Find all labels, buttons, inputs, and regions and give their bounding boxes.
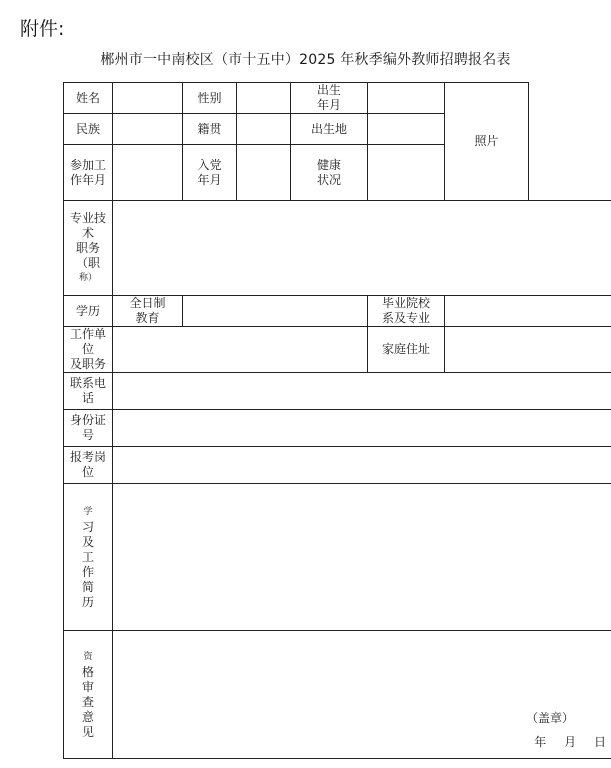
home-address-label: 家庭住址 bbox=[368, 327, 445, 373]
review-char: 格 bbox=[81, 664, 94, 679]
resume-char: 工 bbox=[81, 549, 94, 564]
native-place-label: 籍贯 bbox=[183, 114, 237, 145]
id-card-field[interactable] bbox=[113, 410, 611, 447]
fulltime-education-line2: 教育 bbox=[135, 311, 160, 325]
health-label bbox=[291, 145, 368, 201]
photo-label: 照片 bbox=[474, 134, 499, 148]
id-card-label-line2: 号 bbox=[81, 428, 94, 442]
birth-date-label-line1: 出生 bbox=[316, 83, 341, 97]
resume-field[interactable] bbox=[113, 484, 611, 631]
seal-label: （盖章） bbox=[525, 711, 574, 725]
work-unit-field[interactable] bbox=[113, 327, 368, 373]
work-start-label-line2: 作年月 bbox=[69, 172, 106, 187]
party-join-field[interactable] bbox=[237, 145, 291, 201]
review-label bbox=[64, 631, 113, 759]
work-start-label-line1: 参加工 bbox=[69, 157, 106, 172]
health-field[interactable] bbox=[368, 145, 445, 201]
party-join-label bbox=[183, 145, 237, 201]
resume-char: 习 bbox=[81, 519, 94, 534]
graduate-school-line1: 毕业院校 bbox=[381, 296, 430, 310]
education-label: 学历 bbox=[64, 296, 113, 327]
birth-date-field[interactable] bbox=[368, 83, 445, 114]
birthplace-label: 出生地 bbox=[291, 114, 368, 145]
phone-label bbox=[64, 373, 113, 410]
name-field[interactable] bbox=[113, 83, 183, 114]
form-title: 郴州市一中南校区（市十五中）2025 年秋季编外教师招聘报名表 bbox=[100, 52, 511, 68]
health-label-line2: 状况 bbox=[316, 172, 341, 187]
professional-title-line3: 职务 bbox=[75, 240, 100, 255]
gender-field[interactable] bbox=[237, 83, 291, 114]
review-char: 意 bbox=[81, 709, 94, 724]
home-address-field[interactable] bbox=[445, 327, 611, 373]
gender-label: 性别 bbox=[183, 83, 237, 114]
resume-label bbox=[64, 484, 113, 631]
resume-char: 学 bbox=[83, 506, 93, 517]
name-label: 姓名 bbox=[64, 83, 113, 114]
id-card-label-line1: 身份证 bbox=[69, 413, 106, 427]
native-place-field[interactable] bbox=[237, 114, 291, 145]
professional-title-line2: 术 bbox=[81, 225, 94, 240]
position-field[interactable] bbox=[113, 447, 611, 484]
date-year-label: 年 bbox=[534, 735, 549, 749]
professional-title-label bbox=[64, 201, 113, 296]
work-start-label bbox=[64, 145, 113, 201]
phone-label-line2: 话 bbox=[81, 391, 94, 405]
professional-title-line4: （职 bbox=[75, 255, 100, 270]
work-unit-line2: 位 bbox=[81, 342, 94, 356]
position-label-line1: 报考岗 bbox=[69, 450, 106, 464]
graduate-school-field[interactable] bbox=[445, 296, 611, 327]
graduate-school-label bbox=[368, 296, 445, 327]
fulltime-education-field[interactable] bbox=[183, 296, 368, 327]
party-join-label-line1: 入党 bbox=[197, 157, 222, 172]
phone-label-line1: 联系电 bbox=[69, 376, 106, 390]
photo-box[interactable] bbox=[445, 83, 529, 201]
graduate-school-line2: 系及专业 bbox=[381, 311, 430, 325]
resume-char: 作 bbox=[81, 564, 94, 579]
resume-char: 历 bbox=[81, 594, 94, 609]
review-field[interactable] bbox=[113, 631, 611, 759]
position-label-line2: 位 bbox=[81, 465, 94, 479]
resume-char: 及 bbox=[81, 534, 94, 549]
birth-date-label bbox=[291, 83, 368, 114]
fulltime-education-label bbox=[113, 296, 183, 327]
review-char: 审 bbox=[81, 679, 94, 694]
resume-char: 简 bbox=[81, 579, 94, 594]
work-start-field[interactable] bbox=[113, 145, 183, 201]
date-day-label: 日 bbox=[593, 735, 608, 749]
birthplace-field[interactable] bbox=[368, 114, 445, 145]
review-char: 查 bbox=[81, 694, 94, 709]
ethnicity-label: 民族 bbox=[64, 114, 113, 145]
review-char: 资 bbox=[83, 651, 93, 662]
health-label-line1: 健康 bbox=[316, 157, 341, 172]
review-char: 见 bbox=[81, 724, 94, 739]
work-unit-line3: 及职务 bbox=[69, 357, 106, 371]
work-unit-line1: 工作单 bbox=[69, 327, 106, 341]
id-card-label bbox=[64, 410, 113, 447]
professional-title-line1: 专业技 bbox=[69, 210, 106, 225]
ethnicity-field[interactable] bbox=[113, 114, 183, 145]
attachment-label: 附件: bbox=[20, 18, 65, 40]
party-join-label-line2: 年月 bbox=[197, 172, 222, 187]
registration-form-table bbox=[63, 82, 611, 759]
work-unit-label bbox=[64, 327, 113, 373]
position-label bbox=[64, 447, 113, 484]
birth-date-label-line2: 年月 bbox=[316, 98, 341, 112]
professional-title-field[interactable] bbox=[113, 201, 611, 296]
professional-title-line5: 称） bbox=[78, 272, 97, 283]
review-date bbox=[524, 735, 608, 750]
fulltime-education-line1: 全日制 bbox=[129, 296, 166, 310]
phone-field[interactable] bbox=[113, 373, 611, 410]
date-month-label: 月 bbox=[564, 735, 579, 749]
